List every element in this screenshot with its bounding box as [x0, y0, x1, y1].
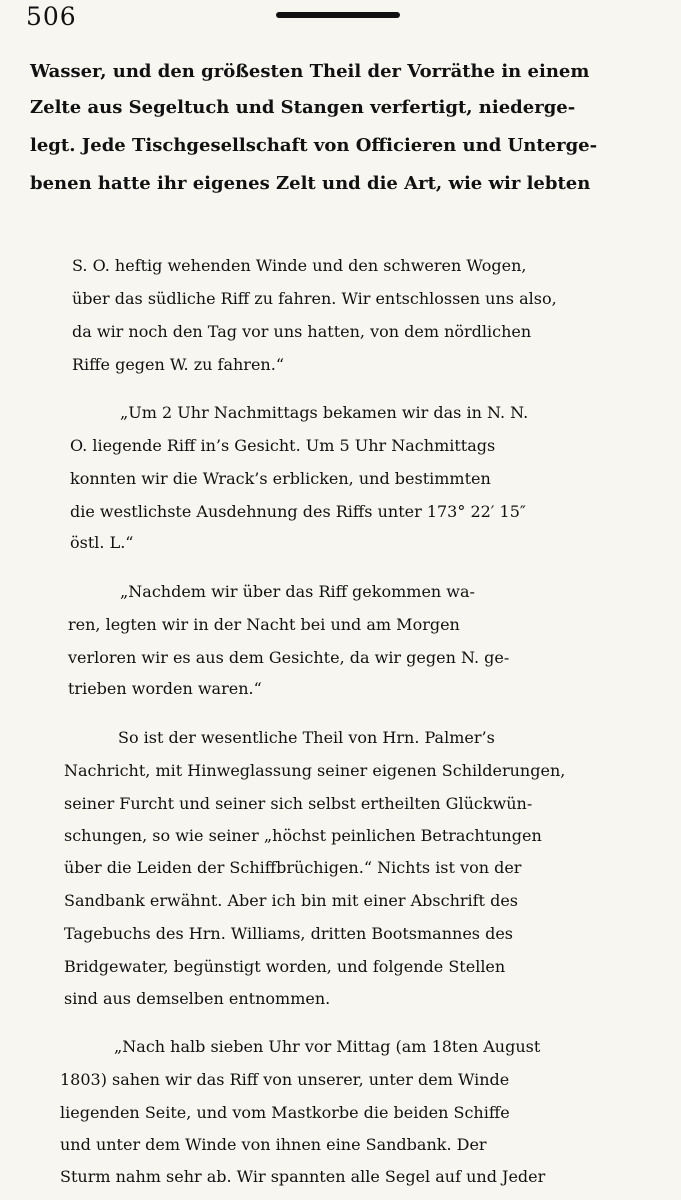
- text-line: „Nachdem wir über das Riff gekommen wa-: [120, 582, 475, 601]
- text-line: benen hatte ihr eigenes Zelt und die Art, wie wir lebten: [30, 173, 591, 194]
- text-line: konnten wir die Wrack’s erblicken, und bestimmten: [70, 469, 491, 488]
- text-line: östl. L.“: [70, 533, 134, 552]
- text-line: Sandbank erwähnt. Aber ich bin mit einer Abschrift des: [64, 891, 518, 910]
- text-line: So ist der wesentliche Theil von Hrn. Palmer’s: [118, 728, 495, 747]
- text-line: Nachricht, mit Hinweglassung seiner eigenen Schilderungen,: [64, 761, 566, 780]
- text-line: „Nach halb sieben Uhr vor Mittag (am 18ten August: [114, 1037, 541, 1056]
- text-line: die westlichste Ausdehnung des Riffs unter 173° 22′ 15″: [70, 502, 526, 521]
- text-line: seiner Furcht und seiner sich selbst ertheilten Glückwün-: [64, 794, 533, 813]
- text-line: legt. Jede Tischgesellschaft von Officieren und Unterge-: [30, 135, 598, 156]
- text-line: Wasser, und den größesten Theil der Vorräthe in einem: [30, 61, 590, 82]
- header-rule: [276, 12, 400, 18]
- text-line: da wir noch den Tag vor uns hatten, von dem nördlichen: [72, 322, 532, 341]
- text-line: S. O. heftig wehenden Winde und den schweren Wogen,: [72, 256, 527, 275]
- text-line: Riffe gegen W. zu fahren.“: [72, 355, 284, 374]
- text-line: ren, legten wir in der Nacht bei und am Morgen: [68, 615, 460, 634]
- text-line: O. liegende Riff in’s Gesicht. Um 5 Uhr Nachmittags: [70, 436, 496, 455]
- page-number: 506: [26, 2, 77, 31]
- text-line: Bridgewater, begünstigt worden, und folgende Stellen: [64, 957, 506, 976]
- text-line: Tagebuchs des Hrn. Williams, dritten Bootsmannes des: [64, 924, 513, 943]
- text-line: schungen, so wie seiner „höchst peinlichen Betrachtungen: [64, 826, 542, 845]
- text-line: Zelte aus Segeltuch und Stangen verfertigt, niederge-: [30, 97, 576, 118]
- text-line: Sturm nahm sehr ab. Wir spannten alle Segel auf und Jeder: [60, 1167, 546, 1186]
- text-line: verloren wir es aus dem Gesichte, da wir gegen N. ge-: [68, 648, 510, 667]
- text-line: trieben worden waren.“: [68, 679, 262, 698]
- text-line: „Um 2 Uhr Nachmittags bekamen wir das in N. N.: [120, 403, 529, 422]
- text-line: liegenden Seite, und vom Mastkorbe die beiden Schiffe: [60, 1103, 510, 1122]
- text-line: sind aus demselben entnommen.: [64, 989, 331, 1008]
- text-line: über die Leiden der Schiffbrüchigen.“ Nichts ist von der: [64, 858, 522, 877]
- text-line: 1803) sahen wir das Riff von unserer, unter dem Winde: [60, 1070, 510, 1089]
- text-line: und unter dem Winde von ihnen eine Sandbank. Der: [60, 1135, 487, 1154]
- text-line: über das südliche Riff zu fahren. Wir entschlossen uns also,: [72, 289, 557, 308]
